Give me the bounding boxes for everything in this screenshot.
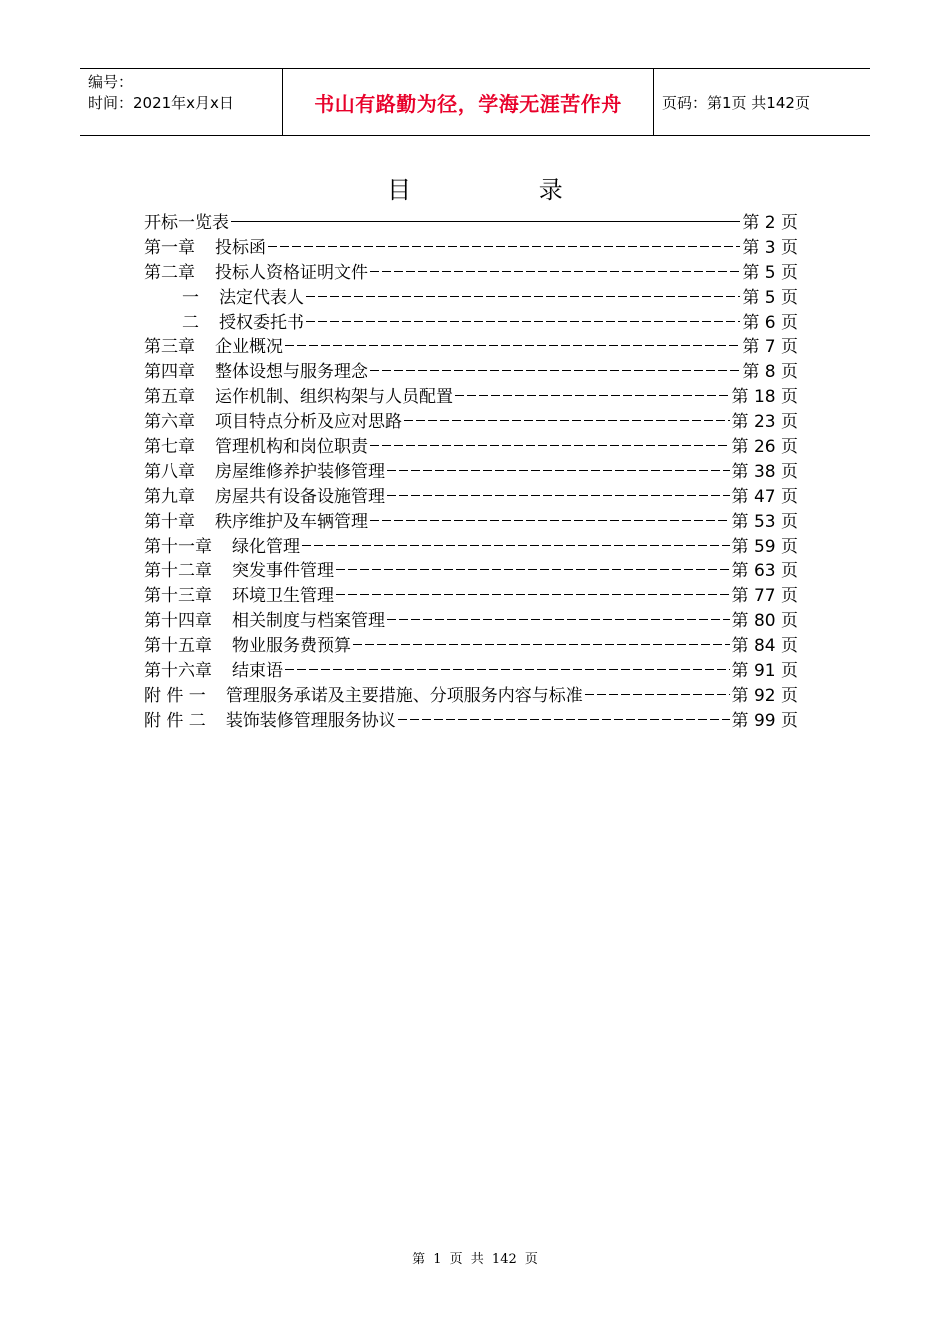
toc-entry-title: 装饰装修管理服务协议 — [225, 710, 396, 731]
toc-entry[interactable] — [144, 457, 798, 482]
toc-leader-line — [302, 545, 730, 546]
toc-entry-number: 二 — [182, 312, 199, 333]
toc-leader-line — [404, 420, 730, 421]
toc-entry[interactable] — [144, 631, 798, 656]
toc-entry-label — [144, 432, 368, 457]
toc-entry-number: 第一章 — [144, 237, 195, 258]
toc-leader-line — [455, 395, 730, 396]
toc-entry[interactable] — [144, 556, 798, 581]
toc-entry-page: 第 8 页 — [742, 362, 798, 383]
toc-entry-label — [144, 283, 304, 308]
toc-entry-label — [144, 681, 583, 706]
toc-entry[interactable] — [144, 507, 798, 532]
toc-entry-title: 授权委托书 — [219, 312, 304, 333]
toc-entry-label — [144, 581, 334, 606]
toc-leader-line — [285, 669, 730, 670]
toc-entry-title: 投标函 — [215, 237, 266, 258]
header-meta — [80, 69, 282, 135]
toc-entry[interactable] — [144, 332, 798, 357]
toc-entry[interactable] — [144, 407, 798, 432]
toc-leader-line — [585, 694, 730, 695]
toc-entry-label — [144, 631, 351, 656]
toc-entry-page: 第 53 页 — [731, 511, 798, 532]
toc-entry-number: 第十章 — [144, 511, 195, 532]
toc-entry-number: 第十六章 — [144, 661, 212, 682]
toc-entry[interactable] — [144, 706, 798, 731]
toc-entry-title: 房屋共有设备设施管理 — [215, 486, 385, 507]
toc-leader-line — [306, 296, 740, 297]
toc-leader-line — [353, 644, 730, 645]
toc-entry-number: 第十一章 — [144, 536, 212, 557]
toc-entry-page: 第 47 页 — [731, 486, 798, 507]
toc-entry-page: 第 6 页 — [742, 312, 798, 333]
toc-entry[interactable] — [144, 581, 798, 606]
toc-entry-label — [144, 208, 229, 233]
toc-entry-number: 附 件 一 — [144, 685, 206, 706]
toc-entry[interactable] — [144, 606, 798, 631]
toc-entry-label — [144, 556, 334, 581]
toc-entry-label — [144, 532, 300, 557]
toc-entry-page: 第 2 页 — [742, 213, 798, 233]
toc-entry-page: 第 84 页 — [731, 636, 798, 657]
toc-entry-label — [144, 457, 385, 482]
toc-leader-line — [370, 271, 740, 272]
toc-entry[interactable] — [144, 432, 798, 457]
toc-entry[interactable] — [144, 681, 798, 706]
toc-entry-title: 开标一览表 — [144, 213, 229, 233]
toc-entry-page: 第 18 页 — [731, 387, 798, 408]
toc-leader-line — [387, 619, 730, 620]
toc-entry-number: 第十四章 — [144, 611, 212, 632]
document-time-label: 时间：2021年x月x日 — [88, 94, 234, 112]
toc-entry-title: 物业服务费预算 — [232, 636, 351, 657]
toc-entry-page: 第 99 页 — [731, 710, 798, 731]
document-header — [80, 68, 870, 136]
toc-entry-number: 第九章 — [144, 486, 195, 507]
toc-leader-line — [231, 221, 740, 222]
toc-entry-title: 管理服务承诺及主要措施、分项服务内容与标准 — [225, 685, 583, 706]
toc-entry-page: 第 38 页 — [731, 461, 798, 482]
toc-leader-line — [387, 495, 730, 496]
toc-entry-title: 绿化管理 — [232, 536, 300, 557]
toc-entry-label — [144, 606, 385, 631]
toc-leader-line — [370, 370, 740, 371]
header-page-info: 页码：第1页 共142页 — [662, 93, 810, 112]
toc-entry[interactable] — [144, 482, 798, 507]
toc-entry-label — [144, 706, 396, 731]
toc-entry-label — [144, 357, 368, 382]
toc-entry[interactable] — [144, 357, 798, 382]
toc-entry-number: 第七章 — [144, 437, 195, 458]
header-motto: 书山有路勤为径，学海无涯苦作舟 — [282, 69, 654, 135]
toc-entry[interactable] — [144, 656, 798, 681]
page-footer: 第 1 页 共 142 页 — [412, 1252, 538, 1267]
toc-entry-number: 第十五章 — [144, 636, 212, 657]
toc-leader-line — [336, 594, 730, 595]
toc-entry[interactable] — [144, 283, 798, 308]
toc-leader-line — [306, 321, 740, 322]
toc-entry-page: 第 77 页 — [731, 586, 798, 607]
toc-leader-line — [370, 445, 730, 446]
toc-leader-line — [285, 345, 740, 346]
toc-entry-title: 项目特点分析及应对思路 — [215, 412, 402, 433]
toc-entry[interactable] — [144, 532, 798, 557]
toc-entry-number: 第十三章 — [144, 586, 212, 607]
toc-entry-page: 第 91 页 — [731, 661, 798, 682]
toc-entry-label — [144, 382, 453, 407]
toc-entry-title: 运作机制、组织构架与人员配置 — [215, 387, 453, 408]
toc-entry-title: 投标人资格证明文件 — [215, 262, 368, 283]
toc-entry-title: 房屋维修养护装修管理 — [215, 461, 385, 482]
page-title: 目 录 — [387, 176, 623, 204]
toc-entry-page: 第 3 页 — [742, 237, 798, 258]
toc-entry-number: 第五章 — [144, 387, 195, 408]
toc-entry[interactable] — [144, 233, 798, 258]
toc-entry-title: 企业概况 — [215, 337, 283, 358]
toc-entry[interactable] — [144, 208, 798, 233]
toc-leader-line — [268, 246, 740, 247]
toc-entry-number: 第四章 — [144, 362, 195, 383]
toc-entry-label — [144, 308, 304, 333]
toc-entry-number: 第十二章 — [144, 561, 212, 582]
toc-entry-title: 法定代表人 — [219, 287, 304, 308]
toc-entry-page: 第 7 页 — [742, 337, 798, 358]
toc-entry-title: 秩序维护及车辆管理 — [215, 511, 368, 532]
toc-leader-line — [398, 719, 730, 720]
toc-entry-page: 第 59 页 — [731, 536, 798, 557]
toc-entry-page: 第 92 页 — [731, 685, 798, 706]
toc-entry-label — [144, 233, 266, 258]
toc-entry-title: 相关制度与档案管理 — [232, 611, 385, 632]
table-of-contents — [144, 208, 798, 731]
toc-entry[interactable] — [144, 258, 798, 283]
toc-entry-number: 第二章 — [144, 262, 195, 283]
toc-leader-line — [370, 520, 730, 521]
toc-entry-number: 第三章 — [144, 337, 195, 358]
toc-entry-title: 整体设想与服务理念 — [215, 362, 368, 383]
document-number-label: 编号： — [88, 73, 134, 91]
toc-leader-line — [387, 470, 730, 471]
toc-entry-number: 一 — [182, 287, 199, 308]
toc-entry-number: 第六章 — [144, 412, 195, 433]
toc-entry-label — [144, 656, 283, 681]
toc-entry-page: 第 80 页 — [731, 611, 798, 632]
toc-entry-page: 第 23 页 — [731, 412, 798, 433]
toc-entry-page: 第 5 页 — [742, 287, 798, 308]
toc-leader-line — [336, 569, 730, 570]
toc-entry-label — [144, 407, 402, 432]
toc-entry-label — [144, 258, 368, 283]
toc-entry-number: 第八章 — [144, 461, 195, 482]
toc-entry-title: 突发事件管理 — [232, 561, 334, 582]
toc-entry-title: 管理机构和岗位职责 — [215, 437, 368, 458]
toc-entry-title: 结束语 — [232, 661, 283, 682]
toc-entry-title: 环境卫生管理 — [232, 586, 334, 607]
toc-entry-number: 附 件 二 — [144, 710, 206, 731]
toc-entry-page: 第 5 页 — [742, 262, 798, 283]
toc-entry-label — [144, 482, 385, 507]
toc-entry-page: 第 63 页 — [731, 561, 798, 582]
toc-entry[interactable] — [144, 308, 798, 333]
toc-entry-page: 第 26 页 — [731, 437, 798, 458]
toc-entry-label — [144, 332, 283, 357]
toc-entry[interactable] — [144, 382, 798, 407]
toc-entry-label — [144, 507, 368, 532]
